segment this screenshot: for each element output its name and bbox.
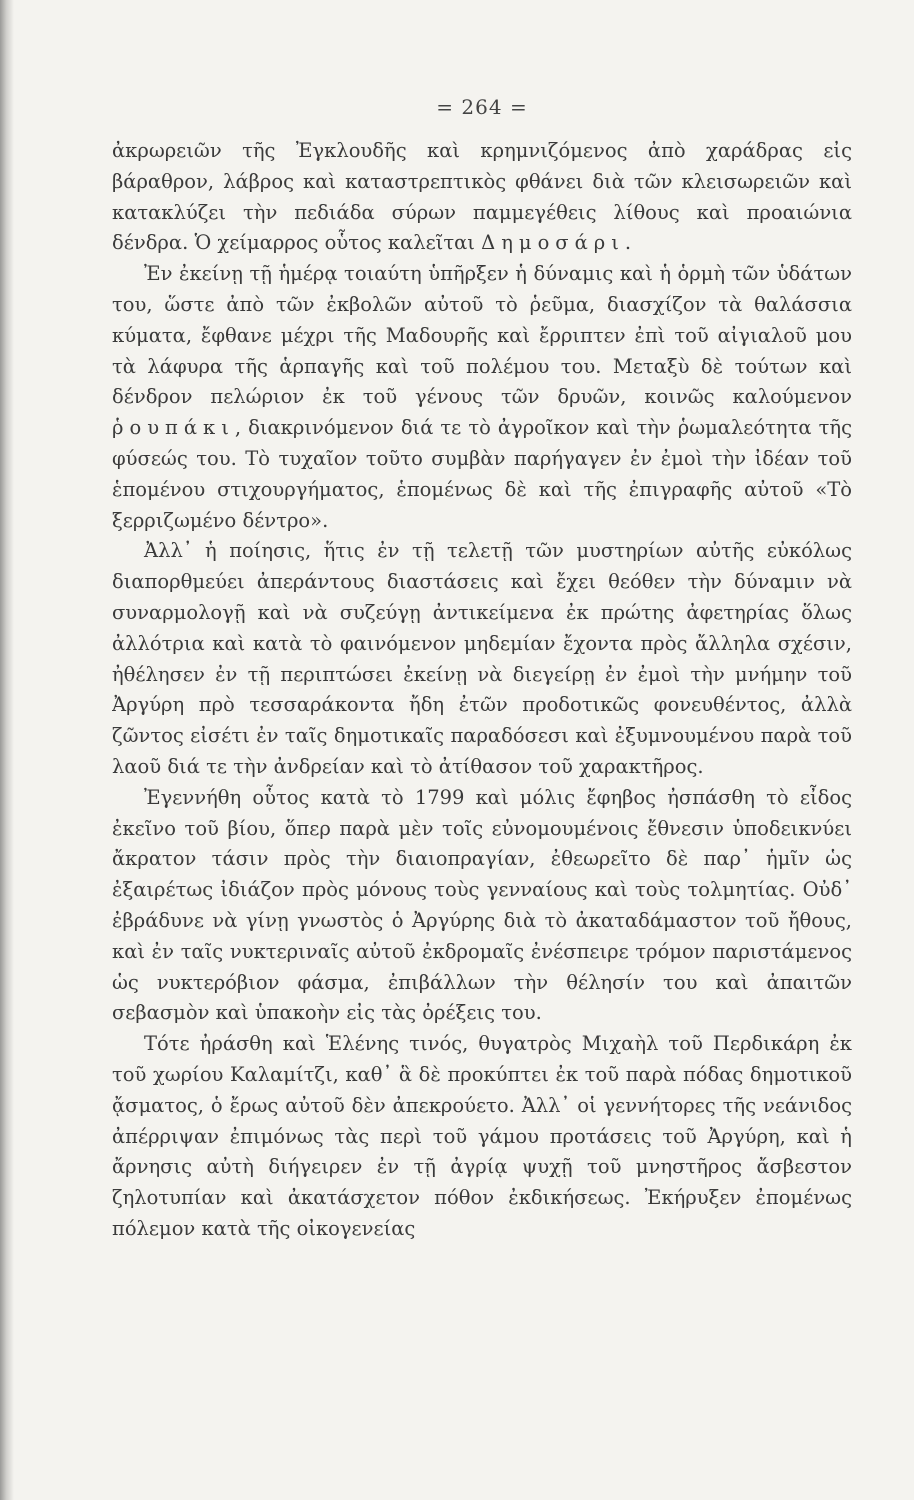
text-segment: , διακρινόμενον διά τε τὸ ἀγροῖκον καὶ τὴν ῥωμαλεότητα τῆς φύσεώς του. Τὸ τυχαῖον τοῦτο συμβὰν παρήγαγεν ἐν ἐμοὶ τὴν ἰδέαν τοῦ ἑπομένου στιχουργήματος, ἑπομένως δὲ καὶ τῆς ἐπιγραφῆς αὐτοῦ «Τὸ ξερριζωμένο δέντρο». — [112, 416, 852, 532]
page-number: = 264 = — [436, 95, 528, 119]
text-segment: Ἐν ἐκείνῃ τῇ ἡμέρᾳ τοιαύτη ὑπῆρξεν ἡ δύναμις καὶ ἡ ὁρμὴ τῶν ὑδάτων του, ὥστε ἀπὸ τῶν ἐκβολῶν αὐτοῦ τὸ ῥεῦμα, διασχίζον τὰ θαλάσσια κύματα, ἔφθανε μέχρι τῆς Μαδουρῆς καὶ ἔρριπτεν ἐπὶ τοῦ αἰγιαλοῦ μου τὰ λάφυρα τῆς ἁρπαγῆς καὶ τοῦ πολέμου του. Μεταξὺ δὲ τούτων καὶ δένδρον πελώριον ἐκ τοῦ γένους τῶν δρυῶν, κοινῶς καλούμενον — [112, 262, 852, 409]
spaced-word: ῥουπάκι — [112, 416, 235, 440]
scan-binding-edge — [0, 0, 14, 1500]
spaced-word: Δημοσάρι — [481, 231, 625, 255]
text-segment: Ἐγεννήθη οὗτος κατὰ τὸ 1799 καὶ μόλις ἔφηβος ἠσπάσθη τὸ εἶδος ἐκεῖνο τοῦ βίου, ὅπερ παρὰ μὲν τοῖς εὐνομουμένοις ἔθνεσιν ὑποδεικνύει ἄκρατον τάσιν πρὸς τὴν διαιοπραγίαν, ἐθεωρεῖτο δὲ παρ᾽ ἡμῖν ὡς ἐξαιρέτως ἰδιάζον πρὸς μόνους τοὺς γενναίους καὶ τοὺς τολμητίας. Οὐδ᾽ ἐβράδυνε νὰ γίνῃ γνωστὸς ὁ Ἀργύρης διὰ τὸ ἀκαταδάμαστον τοῦ ἤθους, καὶ ἐν ταῖς νυκτεριναῖς αὐτοῦ ἐκδρομαῖς ἐνέσπειρε τρόμον παριστάμενος ὡς νυκτερόβιον φάσμα, ἐπιβάλλων τὴν θέλησίν του καὶ ἀπαιτῶν σεβασμὸν καὶ ὑπακοὴν εἰς τὰς ὀρέξεις του. — [112, 785, 852, 1025]
paragraph — [112, 536, 852, 782]
text-segment: . — [624, 231, 632, 255]
paragraph — [112, 783, 852, 1029]
body-text — [112, 136, 852, 1245]
book-page — [112, 92, 852, 1422]
text-segment: Τότε ἠράσθη καὶ Ἑλένης τινός, θυγατρὸς Μιχαὴλ τοῦ Περδικάρη ἐκ τοῦ χωρίου Καλαμίτζι, καθ᾽ ἃ δὲ προκύπτει ἐκ τοῦ παρὰ πόδας δημοτικοῦ ᾄσματος, ὁ ἔρως αὐτοῦ δὲν ἀπεκρούετο. Ἀλλ᾽ οἱ γεννήτορες τῆς νεάνιδος ἀπέρριψαν ἐπιμόνως τὰς περὶ τοῦ γάμου προτάσεις τοῦ Ἀργύρη, καὶ ἡ ἄρνησις αὐτὴ διήγειρεν ἐν τῇ ἀγρίᾳ ψυχῇ τοῦ μνηστῆρος ἄσβεστον ζηλοτυπίαν καὶ ἀκατάσχετον πόθον ἐκδικήσεως. Ἐκήρυξεν ἐπομένως πόλεμον κατὰ τῆς οἰκογενείας — [112, 1032, 852, 1240]
paragraph — [112, 1029, 852, 1245]
paragraph — [112, 259, 852, 536]
paragraph — [112, 136, 852, 259]
text-segment: Ἀλλ᾽ ἡ ποίησις, ἥτις ἐν τῇ τελετῇ τῶν μυστηρίων αὐτῆς εὐκόλως διαπορθμεύει ἀπεράντους διαστάσεις καὶ ἔχει θεόθεν τὴν δύναμιν νὰ συναρμολογῇ καὶ νὰ συζεύγῃ ἀντικείμενα ἐκ πρώτης ἀφετηρίας ὅλως ἀλλότρια καὶ κατὰ τὸ φαινόμενον μηδεμίαν ἔχοντα πρὸς ἄλληλα σχέσιν, ἠθέλησεν ἐν τῇ περιπτώσει ἐκείνῃ νὰ διεγείρῃ ἐν ἐμοὶ τὴν μνήμην τοῦ Ἀργύρη πρὸ τεσσαράκοντα ἤδη ἐτῶν προδοτικῶς φονευθέντος, ἀλλὰ ζῶντος εἰσέτι ἐν ταῖς δημοτικαῖς παραδόσεσι καὶ ἐξυμνουμένου παρὰ τοῦ λαοῦ διά τε τὴν ἀνδρείαν καὶ τὸ ἀτίθασον τοῦ χαρακτῆρος. — [112, 539, 852, 778]
text-segment: ἀκρωρειῶν τῆς Ἐγκλουδῆς καὶ κρημνιζόμενος ἀπὸ χαράδρας εἰς βάραθρον, λάβρος καὶ καταστρεπτικὸς φθάνει διὰ τῶν κλεισωρειῶν καὶ κατακλύζει τὴν πεδιάδα σύρων παμμεγέθεις λίθους καὶ προαιώνια δένδρα. Ὁ χείμαρρος οὗτος καλεῖται — [112, 139, 852, 255]
